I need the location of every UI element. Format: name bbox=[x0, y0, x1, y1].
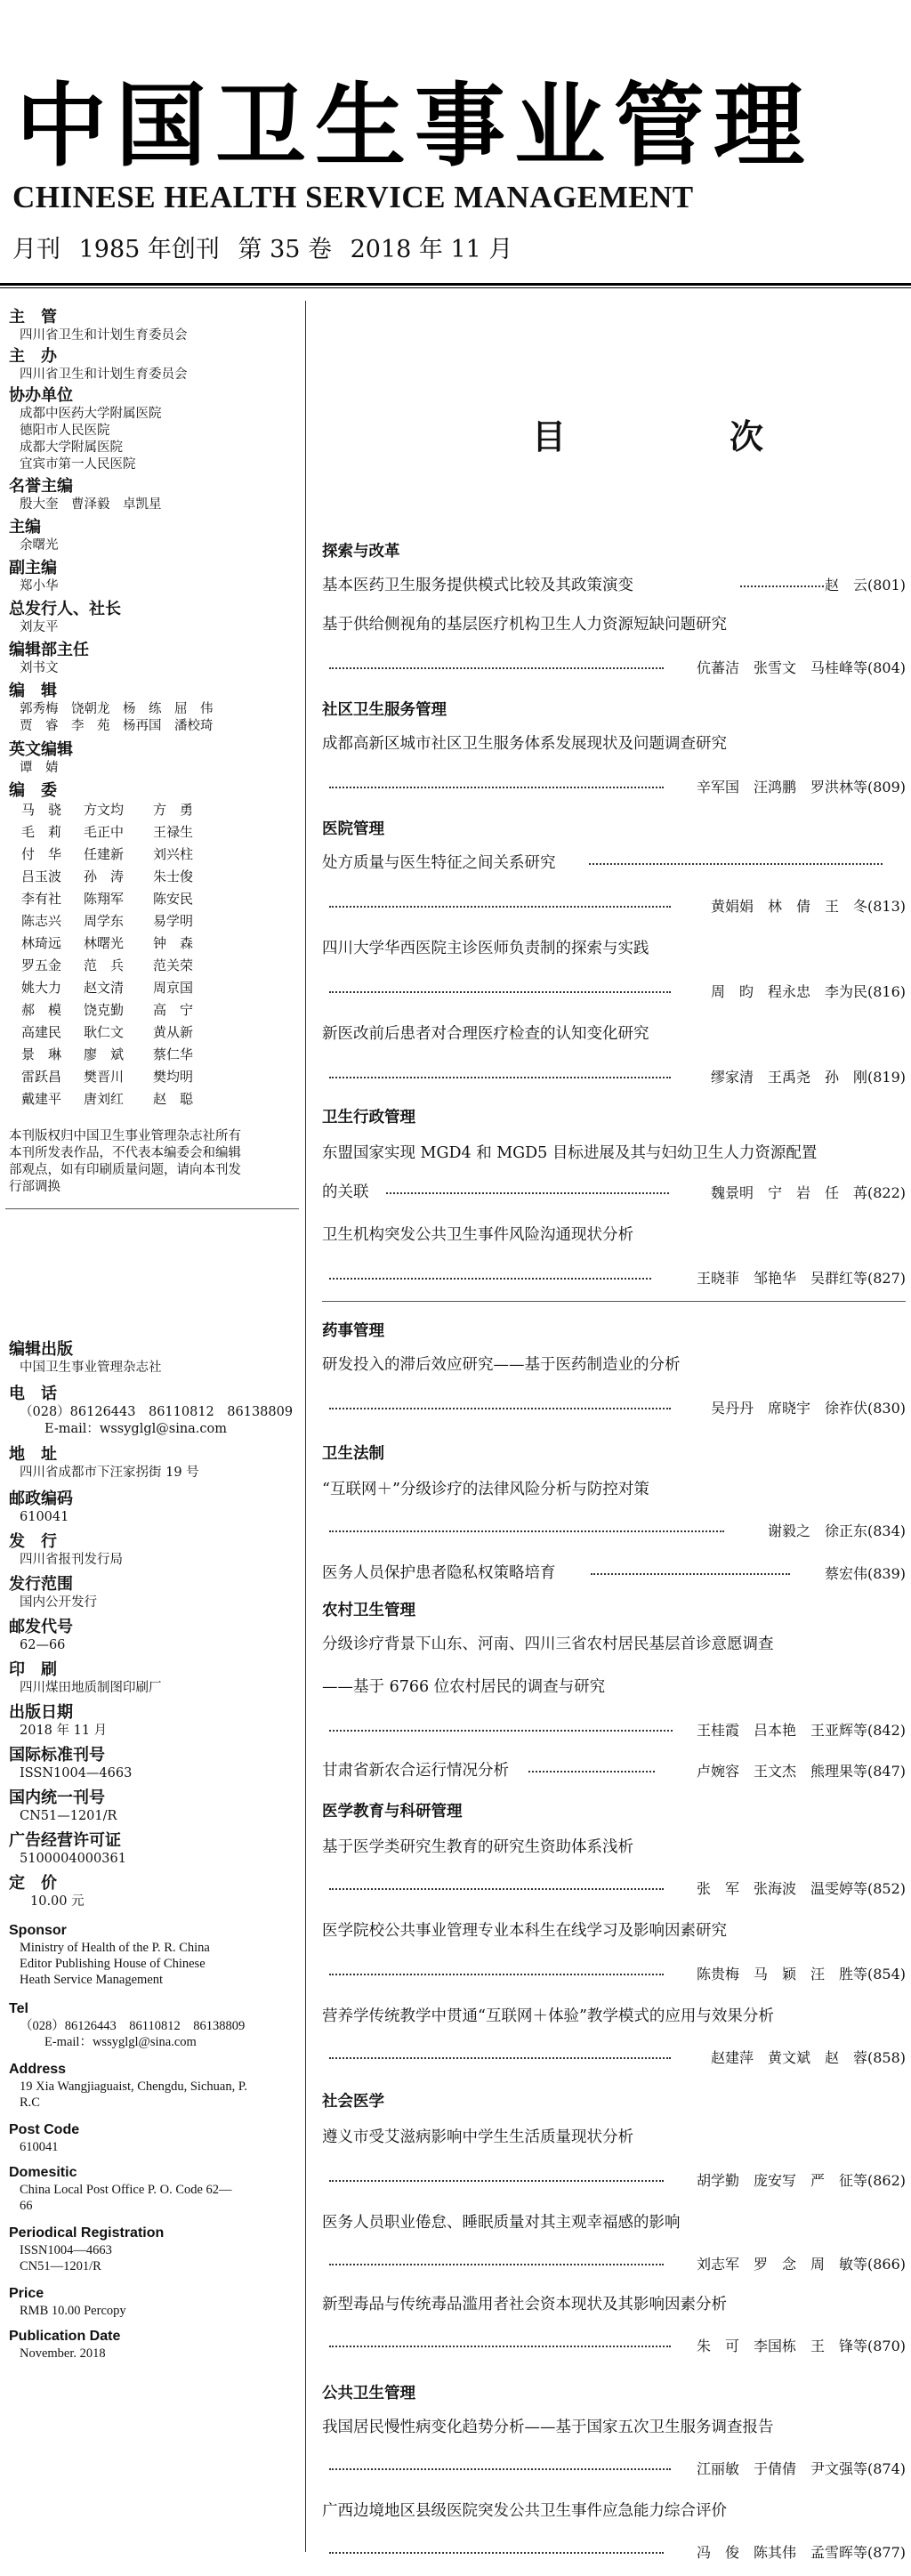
label-issn: 国际标准刊号 bbox=[9, 1746, 105, 1764]
pub-date-block bbox=[9, 1703, 295, 1740]
distribution-range-block bbox=[9, 1575, 295, 1611]
leader-dots bbox=[329, 2180, 664, 2182]
article-title[interactable]: 成都高新区城市社区卫生服务体系发展现状及问题调查研究 bbox=[322, 735, 727, 753]
board-member: 黄从新 bbox=[153, 1024, 194, 1040]
label-zhuguan: 主 管 bbox=[9, 308, 57, 327]
board-member: 林曙光 bbox=[84, 935, 125, 951]
sponsor-en-block bbox=[9, 1922, 295, 1988]
article-authors: 王晓菲 邹艳华 吴群红等(827) bbox=[696, 1270, 906, 1287]
board-block bbox=[9, 781, 295, 1108]
sponsor-block bbox=[9, 308, 295, 344]
leader-dots bbox=[589, 863, 883, 865]
article-authors: 卢婉容 王文杰 熊理果等(847) bbox=[696, 1763, 906, 1780]
board-member: 蔡仁华 bbox=[153, 1046, 194, 1062]
board-member: 陈安民 bbox=[153, 891, 194, 907]
board-member: 马 骁 bbox=[21, 802, 62, 818]
article-authors: 辛军国 汪鸿鹏 罗洪林等(809) bbox=[696, 779, 906, 795]
board-member: 高建民 bbox=[21, 1024, 62, 1040]
article-title[interactable]: 基于医学类研究生教育的研究生资助体系浅析 bbox=[322, 1838, 633, 1856]
article-title[interactable]: 分级诊疗背景下山东、河南、四川三省农村居民基层首诊意愿调查 bbox=[322, 1635, 774, 1653]
value-zhubian: 余曙光 bbox=[20, 538, 59, 553]
phone-block bbox=[9, 1385, 295, 1438]
value-tel-2: E-mail：wssyglgl@sina.com bbox=[44, 2035, 197, 2049]
leader-dots bbox=[591, 1573, 790, 1575]
board-member: 戴建平 bbox=[21, 1091, 62, 1107]
value-xieban-4: 宜宾市第一人民医院 bbox=[20, 457, 136, 472]
issn-block bbox=[9, 1746, 295, 1782]
article-authors: 黄娟娟 林 倩 王 冬(813) bbox=[710, 898, 906, 915]
article-title[interactable]: “互联网＋”分级诊疗的法律风险分析与防控对策 bbox=[322, 1481, 649, 1498]
label-guanggao: 广告经营许可证 bbox=[9, 1831, 121, 1850]
label-zongfaxing: 总发行人、社长 bbox=[9, 600, 121, 618]
label-yingwen: 英文编辑 bbox=[9, 740, 73, 759]
board-member: 赵 聪 bbox=[153, 1091, 194, 1107]
article-title[interactable]: 新型毒品与传统毒品滥用者社会资本现状及其影响因素分析 bbox=[322, 2296, 727, 2314]
article-authors: 刘志军 罗 念 周 敏等(866) bbox=[696, 2256, 906, 2273]
board-member: 樊均明 bbox=[153, 1069, 194, 1085]
value-fuzhubian: 郑小华 bbox=[20, 579, 59, 594]
article-authors: 缪家清 王禹尧 孙 刚(819) bbox=[710, 1069, 906, 1086]
article-title[interactable]: 广西边境地区县级医院突发公共卫生事件应急能力综合评价 bbox=[322, 2502, 727, 2520]
board-member: 饶克勤 bbox=[84, 1002, 125, 1018]
label-faxing: 发 行 bbox=[9, 1532, 57, 1551]
postcode-block bbox=[9, 1490, 295, 1526]
section-heading: 农村卫生管理 bbox=[322, 1602, 415, 1619]
board-member: 高 宁 bbox=[153, 1002, 194, 1018]
board-member: 易学明 bbox=[153, 913, 194, 929]
article-authors: 王桂霞 吕本艳 王亚辉等(842) bbox=[696, 1722, 906, 1739]
board-member: 任建新 bbox=[84, 846, 125, 862]
label-pubdate-en: Publication Date bbox=[9, 2329, 121, 2344]
board-member: 刘兴柱 bbox=[153, 846, 194, 862]
leader-dots bbox=[329, 787, 664, 788]
board-member: 周学东 bbox=[84, 913, 125, 929]
leader-dots bbox=[329, 2552, 664, 2554]
article-title[interactable]: 我国居民慢性病变化趋势分析——基于国家五次卫生服务调查报告 bbox=[322, 2419, 774, 2436]
board-member: 林琦远 bbox=[21, 935, 62, 951]
board-member: 廖 斌 bbox=[84, 1046, 125, 1062]
article-title[interactable]: 新医改前后患者对合理医疗检查的认知变化研究 bbox=[322, 1025, 649, 1043]
article-title[interactable]: 基本医药卫生服务提供模式比较及其政策演变 bbox=[322, 577, 633, 594]
section-heading: 公共卫生管理 bbox=[322, 2385, 415, 2402]
editors-block bbox=[9, 682, 295, 735]
board-member: 赵文清 bbox=[84, 980, 125, 996]
label-sponsor: Sponsor bbox=[9, 1923, 67, 1938]
label-cn: 国内统一刊号 bbox=[9, 1789, 105, 1807]
board-member: 孙 涛 bbox=[84, 868, 125, 884]
value-zhuban: 四川省卫生和计划生育委员会 bbox=[20, 367, 188, 382]
article-authors: 蔡宏伟(839) bbox=[824, 1565, 906, 1582]
english-editor-block bbox=[9, 740, 295, 777]
board-member: 付 华 bbox=[21, 846, 62, 862]
label-fuzhubian: 副主编 bbox=[9, 559, 57, 577]
article-authors: 冯 俊 陈其伟 孟雪晖等(877) bbox=[696, 2544, 906, 2561]
periodical-en-block bbox=[9, 2225, 295, 2274]
notice-line-2: 本刊所发表作品，不代表本编委会和编辑 bbox=[9, 1146, 241, 1160]
value-address-1: 19 Xia Wangjiaguaist, Chengdu, Sichuan, P. bbox=[20, 2079, 247, 2094]
pubdate-en-block bbox=[9, 2328, 295, 2362]
label-price-en: Price bbox=[9, 2286, 44, 2301]
leader-dots bbox=[329, 1530, 724, 1532]
board-member: 方文均 bbox=[84, 802, 125, 818]
value-sponsor-2: Editor Publishing House of Chinese bbox=[20, 1957, 206, 1971]
value-dianhua: （028）86126443 86110812 86138809 bbox=[20, 1405, 294, 1419]
journal-title: 中国卫生事业管理 bbox=[16, 74, 813, 180]
value-periodical-2: CN51—1201/R bbox=[20, 2259, 101, 2273]
issue-volume: 第 35 卷 bbox=[238, 236, 333, 263]
copyright-notice bbox=[9, 1128, 295, 1196]
value-yinshua: 四川煤田地质制图印刷厂 bbox=[20, 1681, 162, 1695]
sidebar-divider-rule bbox=[5, 1208, 299, 1209]
co-organizer-block bbox=[9, 386, 295, 473]
label-tel: Tel bbox=[9, 2001, 28, 2016]
leader-dots bbox=[329, 2264, 664, 2265]
article-title[interactable]: 甘肃省新农合运行情况分析 bbox=[322, 1762, 509, 1780]
value-domestic-2: 66 bbox=[20, 2199, 33, 2213]
table-of-contents bbox=[322, 301, 906, 2561]
section-rule bbox=[322, 1301, 906, 1302]
price-block bbox=[9, 1874, 295, 1910]
value-sponsor-3: Heath Service Management bbox=[20, 1973, 164, 1987]
board-member: 雷跃昌 bbox=[21, 1069, 62, 1085]
value-xieban-1: 成都中医药大学附属医院 bbox=[20, 407, 162, 421]
board-member: 陈翔军 bbox=[84, 891, 125, 907]
article-title[interactable]: 医务人员保护患者隐私权策略培育 bbox=[322, 1564, 556, 1582]
publisher-block bbox=[9, 600, 295, 636]
address-en-block bbox=[9, 2061, 295, 2111]
board-member: 郝 模 bbox=[21, 1002, 62, 1018]
label-zhuban: 主 办 bbox=[9, 347, 57, 366]
leader-dots bbox=[386, 1192, 669, 1194]
value-address-2: R.C bbox=[20, 2096, 40, 2110]
value-zongfaxing: 刘友平 bbox=[20, 620, 59, 634]
board-member: 陈志兴 bbox=[21, 913, 62, 929]
section-heading: 医学教育与科研管理 bbox=[322, 1803, 463, 1821]
article-title-cont[interactable]: 的关联 bbox=[322, 1183, 369, 1201]
section-heading: 卫生行政管理 bbox=[322, 1109, 415, 1126]
board-member: 姚大力 bbox=[21, 980, 62, 996]
label-domestic: Domesitic bbox=[9, 2165, 77, 2180]
publisher-info-block bbox=[9, 1340, 295, 1377]
leader-dots bbox=[329, 2468, 671, 2470]
printer-block bbox=[9, 1660, 295, 1697]
label-dizhi: 地 址 bbox=[9, 1445, 57, 1464]
notice-line-3: 部观点，如有印刷质量问题，请向本刊发 bbox=[9, 1163, 241, 1177]
value-mingyu: 殷大奎 曹泽毅 卓凯星 bbox=[20, 497, 162, 512]
board-member: 罗五金 bbox=[21, 957, 62, 973]
board-member: 耿仁文 bbox=[84, 1024, 125, 1040]
label-youzheng: 邮政编码 bbox=[9, 1490, 73, 1508]
tel-en-block bbox=[9, 2000, 295, 2050]
leader-dots bbox=[329, 1278, 651, 1280]
value-riqi: 2018 年 11 月 bbox=[20, 1724, 108, 1738]
section-heading: 社会医学 bbox=[322, 2093, 384, 2111]
notice-line-1: 本刊版权归中国卫生事业管理杂志社所有 bbox=[9, 1129, 241, 1143]
article-title[interactable]: 营养学传统教学中贯通“互联网＋体验”教学模式的应用与效果分析 bbox=[322, 2007, 774, 2025]
board-member: 朱士俊 bbox=[153, 868, 194, 884]
article-title[interactable]: 处方质量与医生特征之间关系研究 bbox=[322, 854, 556, 872]
value-price-en: RMB 10.00 Percopy bbox=[20, 2304, 126, 2318]
deputy-editor-block bbox=[9, 559, 295, 595]
section-heading: 卫生法制 bbox=[322, 1445, 384, 1463]
value-faxing: 四川省报刊发行局 bbox=[20, 1553, 123, 1567]
article-authors: 伉蕃洁 张雪文 马桂峰等(804) bbox=[696, 659, 906, 676]
board-member: 范 兵 bbox=[84, 957, 125, 973]
article-authors: 赵 云(801) bbox=[824, 577, 906, 594]
article-authors: 吴丹丹 席晓宇 徐祚伏(830) bbox=[710, 1400, 906, 1417]
issue-date: 2018 年 11 月 bbox=[350, 236, 513, 263]
label-periodical: Periodical Registration bbox=[9, 2225, 165, 2241]
board-member: 吕玉波 bbox=[21, 868, 62, 884]
postcode-en-block bbox=[9, 2121, 295, 2155]
leader-dots bbox=[740, 585, 824, 587]
board-member: 樊晋川 bbox=[84, 1069, 125, 1085]
value-fanwei: 国内公开发行 bbox=[20, 1595, 97, 1610]
article-title[interactable]: 四川大学华西医院主诊医师负责制的探索与实践 bbox=[322, 940, 649, 957]
article-authors: 魏景明 宁 岩 任 苒(822) bbox=[710, 1184, 906, 1201]
label-mingyu: 名誉主编 bbox=[9, 477, 73, 496]
issue-info bbox=[12, 230, 523, 264]
article-title[interactable]: 卫生机构突发公共卫生事件风险沟通现状分析 bbox=[322, 1226, 633, 1244]
label-zhubian: 主编 bbox=[9, 518, 41, 537]
section-heading: 药事管理 bbox=[322, 1322, 384, 1340]
leader-dots bbox=[329, 1730, 673, 1732]
toc-heading-char-1: 目 bbox=[532, 417, 567, 456]
value-email: E-mail：wssyglgl@sina.com bbox=[44, 1422, 228, 1436]
issue-frequency: 月刊 bbox=[12, 236, 60, 263]
masthead bbox=[0, 0, 911, 294]
value-yingwen: 谭 婧 bbox=[20, 761, 59, 775]
board-member: 景 琳 bbox=[21, 1046, 62, 1062]
article-title[interactable]: 医务人员职业倦怠、睡眠质量对其主观幸福感的影响 bbox=[322, 2214, 681, 2232]
masthead-rule bbox=[0, 283, 911, 286]
honorary-editor-block bbox=[9, 477, 295, 513]
section-heading: 探索与改革 bbox=[322, 543, 400, 561]
label-bianwei: 编 委 bbox=[9, 781, 57, 800]
article-title[interactable]: 东盟国家实现 MGD4 和 MGD5 目标进展及其与妇幼卫生人力资源配置 bbox=[322, 1144, 818, 1162]
leader-dots bbox=[329, 667, 664, 669]
leader-dots bbox=[329, 2057, 671, 2059]
article-authors: 江丽敏 于倩倩 尹文强等(874) bbox=[696, 2460, 906, 2477]
leader-dots bbox=[329, 991, 671, 993]
article-authors: 周 昀 程永忠 李为民(816) bbox=[710, 983, 906, 1000]
price-en-block bbox=[9, 2285, 295, 2319]
value-bianjibu: 刘书文 bbox=[20, 661, 59, 675]
label-yinshua: 印 刷 bbox=[9, 1660, 57, 1679]
label-dingjia: 定 价 bbox=[9, 1874, 57, 1893]
value-periodical-1: ISSN1004—4663 bbox=[20, 2243, 112, 2257]
address-block bbox=[9, 1445, 295, 1482]
cn-block bbox=[9, 1789, 295, 1825]
domestic-en-block bbox=[9, 2164, 295, 2214]
value-issn: ISSN1004—4663 bbox=[20, 1766, 133, 1781]
postal-code-block bbox=[9, 1618, 295, 1654]
leader-dots bbox=[528, 1771, 655, 1773]
section-heading: 医院管理 bbox=[322, 820, 384, 838]
chief-editor-block bbox=[9, 518, 295, 554]
label-chuban: 编辑出版 bbox=[9, 1340, 73, 1359]
label-bianjibu: 编辑部主任 bbox=[9, 641, 89, 659]
label-postcode: Post Code bbox=[9, 2122, 80, 2137]
article-title[interactable]: 医学院校公共事业管理专业本科生在线学习及影响因素研究 bbox=[322, 1922, 727, 1940]
value-cn: CN51—1201/R bbox=[20, 1809, 117, 1823]
ad-license-block bbox=[9, 1831, 295, 1868]
value-xieban-2: 德阳市人民医院 bbox=[20, 424, 110, 438]
value-zhuguan: 四川省卫生和计划生育委员会 bbox=[20, 328, 188, 343]
board-member: 周京国 bbox=[153, 980, 194, 996]
label-address: Address bbox=[9, 2062, 67, 2077]
value-domestic-1: China Local Post Office P. O. Code 62— bbox=[20, 2183, 232, 2197]
value-chuban: 中国卫生事业管理杂志社 bbox=[20, 1361, 162, 1375]
value-bianji-2: 贾 睿 李 苑 杨再国 潘校琦 bbox=[20, 719, 214, 733]
article-authors: 陈贵梅 马 颖 汪 胜等(854) bbox=[696, 1966, 906, 1982]
leader-dots bbox=[329, 2346, 671, 2347]
issue-founded: 1985 年创刊 bbox=[78, 236, 220, 263]
value-sponsor-1: Ministry of Health of the P. R. China bbox=[20, 1941, 210, 1955]
board-member: 唐刘红 bbox=[84, 1091, 125, 1107]
board-member: 范关荣 bbox=[153, 957, 194, 973]
leader-dots bbox=[329, 1408, 671, 1409]
board-member: 钟 森 bbox=[153, 935, 194, 951]
article-title[interactable]: 遵义市受艾滋病影响中学生生活质量现状分析 bbox=[322, 2128, 633, 2146]
article-authors: 张 军 张海波 温雯婷等(852) bbox=[696, 1880, 906, 1897]
journal-title-en: CHINESE HEALTH SERVICE MANAGEMENT bbox=[12, 180, 694, 214]
label-daihao: 邮发代号 bbox=[9, 1618, 73, 1636]
board-member: 李有社 bbox=[21, 891, 62, 907]
value-tel-1: （028）86126443 86110812 86138809 bbox=[20, 2019, 246, 2033]
board-member: 方 勇 bbox=[153, 802, 194, 818]
section-heading: 社区卫生服务管理 bbox=[322, 701, 447, 719]
label-riqi: 出版日期 bbox=[9, 1703, 73, 1722]
toc-heading-char-2: 次 bbox=[729, 417, 763, 456]
organizer-block bbox=[9, 347, 295, 384]
leader-dots bbox=[329, 1077, 671, 1078]
article-authors: 谢毅之 徐正东(834) bbox=[767, 1522, 906, 1539]
masthead-rule-thin bbox=[0, 287, 911, 288]
value-youzheng: 610041 bbox=[20, 1510, 69, 1524]
value-bianji-1: 郭秀梅 饶朝龙 杨 练 屈 伟 bbox=[20, 702, 214, 716]
article-authors: 朱 可 李国栋 王 锋等(870) bbox=[696, 2338, 906, 2354]
article-title-cont[interactable]: ——基于 6766 位农村居民的调查与研究 bbox=[322, 1678, 606, 1696]
distribution-block bbox=[9, 1532, 295, 1569]
value-xieban-3: 成都大学附属医院 bbox=[20, 440, 123, 455]
leader-dots bbox=[329, 906, 671, 908]
value-guanggao: 5100004000361 bbox=[20, 1852, 126, 1866]
value-dingjia: 10.00 元 bbox=[30, 1894, 85, 1909]
column-divider bbox=[305, 301, 306, 2552]
board-member: 王禄生 bbox=[153, 824, 194, 840]
notice-line-4: 行部调换 bbox=[9, 1180, 60, 1194]
article-authors: 赵建萍 黄文斌 赵 蓉(858) bbox=[710, 2049, 906, 2066]
article-title[interactable]: 基于供给侧视角的基层医疗机构卫生人力资源短缺问题研究 bbox=[322, 616, 727, 634]
board-member: 毛正中 bbox=[84, 824, 125, 840]
value-daihao: 62—66 bbox=[20, 1638, 66, 1652]
article-authors: 胡学勤 庞安写 严 征等(862) bbox=[696, 2172, 906, 2189]
editorial-director-block bbox=[9, 641, 295, 677]
label-dianhua: 电 话 bbox=[9, 1385, 57, 1403]
value-dizhi: 四川省成都市下汪家拐街 19 号 bbox=[20, 1466, 199, 1480]
board-members-grid bbox=[9, 801, 295, 1108]
leader-dots bbox=[329, 1888, 664, 1890]
label-xieban: 协办单位 bbox=[9, 386, 73, 405]
leader-dots bbox=[329, 1974, 664, 1975]
value-postcode: 610041 bbox=[20, 2140, 59, 2154]
board-member: 毛 莉 bbox=[21, 824, 62, 840]
masthead-sidebar bbox=[0, 301, 302, 2561]
value-pubdate-en: November. 2018 bbox=[20, 2346, 106, 2361]
label-bianji: 编 辑 bbox=[9, 682, 57, 700]
label-fanwei: 发行范围 bbox=[9, 1575, 73, 1594]
article-title[interactable]: 研发投入的滞后效应研究——基于医药制造业的分析 bbox=[322, 1356, 681, 1374]
